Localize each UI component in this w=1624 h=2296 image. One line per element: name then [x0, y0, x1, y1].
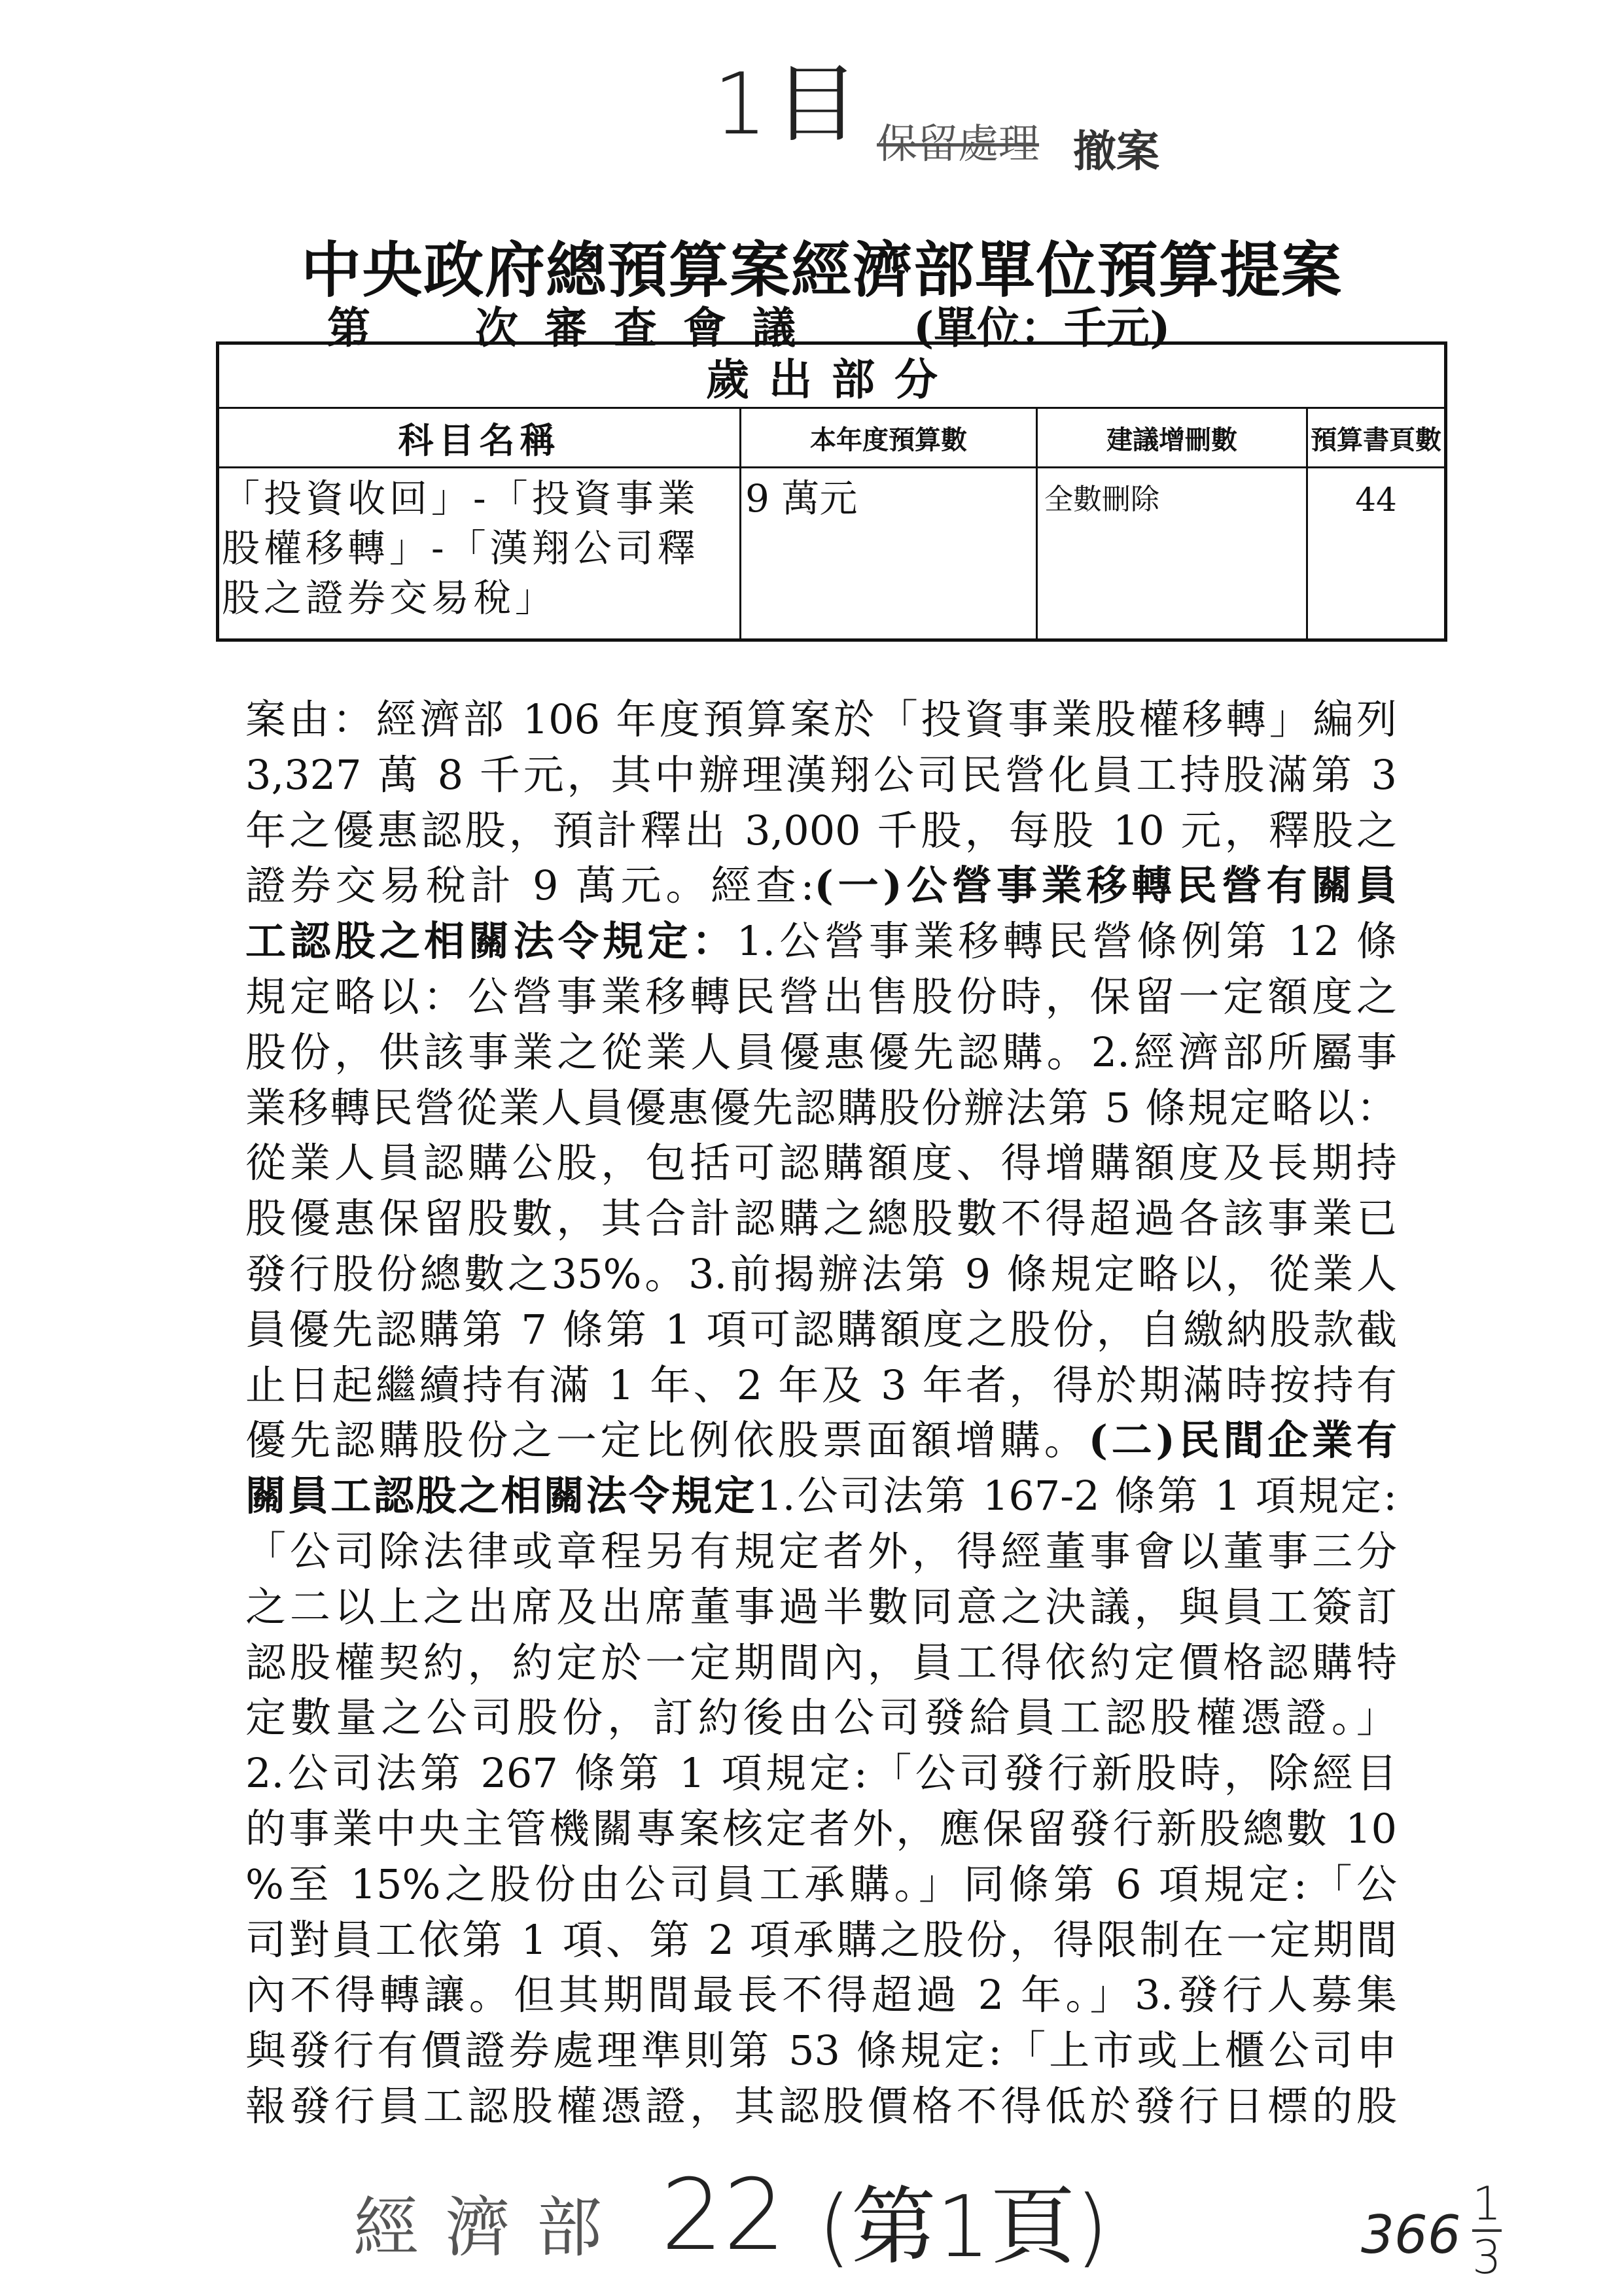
- footer-fraction: [1472, 2178, 1502, 2283]
- text-line: [245, 1136, 1397, 1191]
- text-segment: 股優惠保留股數，其合計認購之總股數不得超過各該事業已: [245, 1194, 1397, 1243]
- text-line: [245, 748, 1397, 803]
- document-title: 中央政府總預算案經濟部單位預算提案: [301, 235, 1341, 305]
- text-line: [245, 1191, 1397, 1247]
- struck-stamp-reserved: 保留處理: [877, 120, 1040, 167]
- text-line: [245, 1302, 1397, 1358]
- text-line: [245, 1469, 1397, 1524]
- bold-text-segment: 工認股之相關法令規定：: [245, 917, 737, 965]
- text-segment: %至 15%之股份由公司員工承購。」同條第 6 項規定:「公: [245, 1860, 1397, 1908]
- text-segment: 1.公司法第 167-2 條第 1 項規定:: [756, 1472, 1397, 1520]
- text-line: [245, 1413, 1397, 1469]
- text-line: [245, 858, 1397, 914]
- text-line: [245, 1801, 1397, 1857]
- text-line: [245, 2023, 1397, 2079]
- text-line: [245, 803, 1397, 859]
- stamp-withdrawn: 撤案: [1073, 126, 1159, 177]
- text-line: [245, 914, 1397, 969]
- bold-text-segment: (一)公營事業移轉民營有關員: [814, 861, 1397, 910]
- text-segment: 1.公營事業移轉民營條例第 12 條: [736, 917, 1397, 965]
- text-line: [245, 1913, 1397, 1968]
- footer-handwritten-page: (第1頁): [818, 2177, 1109, 2276]
- text-segment: 內不得轉讓。但其期間最長不得超過 2 年。」3.發行人募集: [245, 1971, 1397, 2019]
- cell-subject-name: 「投資收回」-「投資事業股權移轉」-「漢翔公司釋股之證券交易稅」: [218, 468, 741, 640]
- meeting-suffix: 次審查會議: [475, 302, 822, 353]
- col-page: 預算書頁數: [1307, 408, 1446, 468]
- text-segment: 證券交易稅計 9 萬元。經查:: [245, 861, 815, 910]
- fraction-denominator: 3: [1472, 2231, 1502, 2284]
- cell-page: 44: [1307, 468, 1446, 640]
- col-suggestion: 建議增刪數: [1037, 408, 1307, 468]
- text-segment: 發行股份總數之35%。3.前揭辦法第 9 條規定略以，從業人: [245, 1249, 1397, 1298]
- cell-suggestion: 全數刪除: [1037, 468, 1307, 640]
- meeting-prefix: 第: [327, 302, 370, 353]
- text-segment: 報發行員工認股權憑證，其認股價格不得低於發行日標的股: [245, 2081, 1397, 2130]
- text-segment: 3,327 萬 8 千元，其中辦理漢翔公司民營化員工持股滿第 3: [245, 750, 1397, 799]
- bold-text-segment: (二)民間企業有: [1088, 1416, 1397, 1465]
- text-segment: 的事業中央主管機關專案核定者外，應保留發行新股總數 10: [245, 1804, 1397, 1852]
- col-subject-name: 科目名稱: [218, 408, 741, 468]
- text-segment: 規定略以：公營事業移轉民營出售股份時，保留一定額度之: [245, 972, 1397, 1020]
- text-line: [245, 1524, 1397, 1580]
- text-segment: 優先認購股份之一定比例依股票面額增購。: [245, 1416, 1089, 1465]
- cell-budget: 9 萬元: [741, 468, 1037, 640]
- section-header: 歲出部分: [218, 343, 1446, 408]
- text-line: [245, 1968, 1397, 2023]
- text-segment: 2.公司法第 267 條第 1 項規定:「公司發行新股時，除經目: [245, 1749, 1397, 1798]
- handwritten-mark: 1目: [713, 54, 866, 154]
- footer-page-count: 366: [1361, 2204, 1461, 2265]
- text-segment: 業移轉民營從業人員優惠優先認購股份辦法第 5 條規定略以：: [245, 1083, 1397, 1132]
- text-segment: 之二以上之出席及出席董事過半數同意之決議，與員工簽訂: [245, 1582, 1397, 1631]
- text-segment: 定數量之公司股份，訂約後由公司發給員工認股權憑證。」: [245, 1694, 1397, 1742]
- text-segment: 從業人員認購公股，包括可認購額度、得增購額度及長期持: [245, 1139, 1397, 1187]
- footer-department: 經濟部: [353, 2189, 628, 2266]
- budget-table: [216, 341, 1447, 642]
- text-line: [245, 1025, 1397, 1081]
- text-segment: 年之優惠認股，預計釋出 3,000 千股，每股 10 元，釋股之: [245, 806, 1397, 854]
- case-description: [245, 692, 1397, 2134]
- text-line: [245, 1247, 1397, 1302]
- text-line: [245, 1857, 1397, 1913]
- text-segment: 「公司除法律或章程另有規定者外，得經董事會以董事三分: [245, 1527, 1397, 1575]
- text-line: [245, 692, 1397, 748]
- text-segment: 司對員工依第 1 項、第 2 項承購之股份，得限制在一定期間: [245, 1915, 1397, 1964]
- fraction-numerator: 1: [1472, 2177, 1502, 2231]
- text-segment: 股份，供該事業之從業人員優惠優先認購。2.經濟部所屬事: [245, 1028, 1397, 1076]
- text-line: [245, 1358, 1397, 1414]
- text-line: [245, 1081, 1397, 1136]
- text-segment: 認股權契約，約定於一定期間內，員工得依約定價格認購特: [245, 1638, 1397, 1686]
- text-line: [245, 969, 1397, 1025]
- text-line: [245, 1690, 1397, 1746]
- text-line: [245, 2079, 1397, 2134]
- text-segment: 案由：經濟部 106 年度預算案於「投資事業股權移轉」編列: [245, 695, 1397, 743]
- table-row: [218, 468, 1446, 640]
- text-line: [245, 1746, 1397, 1801]
- text-line: [245, 1635, 1397, 1691]
- bold-text-segment: 關員工認股之相關法令規定: [245, 1472, 757, 1520]
- text-segment: 止日起繼續持有滿 1 年、2 年及 3 年者，得於期滿時按持有: [245, 1361, 1397, 1409]
- col-budget: 本年度預算數: [741, 408, 1037, 468]
- text-segment: 與發行有價證券處理準則第 53 條規定:「上市或上櫃公司申: [245, 2026, 1397, 2075]
- text-segment: 員優先認購第 7 條第 1 項可認購額度之股份，自繳納股款截: [245, 1305, 1397, 1353]
- unit-label: (單位：千元): [913, 302, 1171, 353]
- footer-handwritten-number: 22: [661, 2159, 786, 2272]
- text-line: [245, 1580, 1397, 1635]
